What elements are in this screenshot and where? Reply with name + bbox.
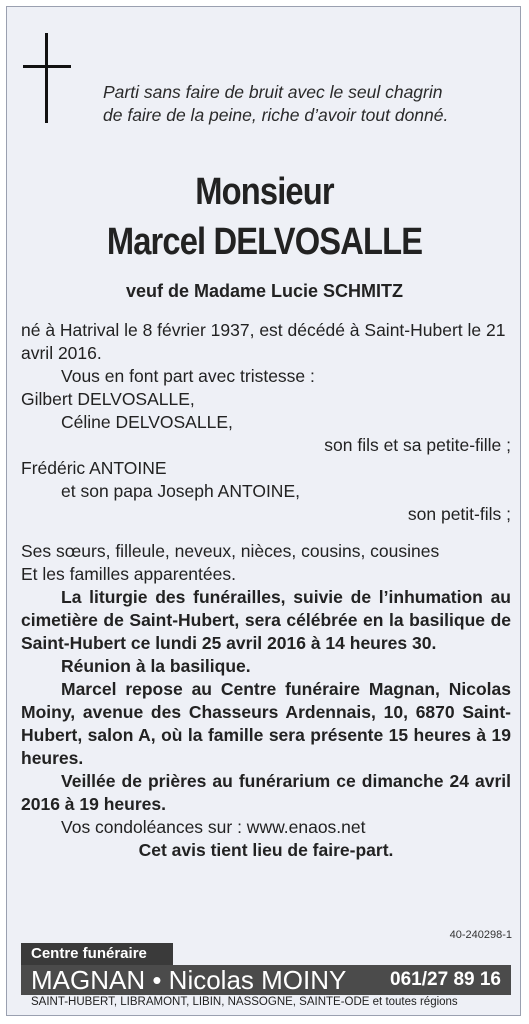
- widow-line: veuf de Madame Lucie SCHMITZ: [125, 281, 404, 301]
- families-line: Et les familles apparentées.: [21, 564, 236, 584]
- reference-number: 40-240298-1: [449, 929, 512, 941]
- funeral-home-banner: [21, 943, 511, 1009]
- funeral-home-name: MAGNAN • Nicolas MOINY: [31, 965, 347, 995]
- announce-line: Vous en font part avec tristesse :: [61, 366, 315, 386]
- meeting-info: Réunion à la basilique.: [61, 656, 251, 676]
- rest-info: Marcel repose au Centre funéraire Magnan, Nicolas Moiny, avenue des Chasseurs Ardennais, 10, 6870 Saint-Hubert, salon A, où la famille sera présente 15 heures à 19 heures.: [21, 679, 511, 768]
- funeral-home-main: [21, 965, 511, 995]
- vigil-info: Veillée de prières au funérarium ce dimanche 24 avril 2016 à 19 heures.: [21, 771, 511, 814]
- funeral-home-towns: SAINT-HUBERT, LIBRAMONT, LIBIN, NASSOGNE, SAINTE-ODE et toutes régions: [31, 996, 458, 1008]
- family-member: Gilbert DELVOSALLE,: [21, 389, 195, 409]
- family-relation: son petit-fils ;: [407, 504, 511, 524]
- relatives-line: Ses sœurs, filleule, neveux, nièces, cousins, cousines: [21, 541, 440, 561]
- liturgy-info: La liturgie des funérailles, suivie de l’inhumation au cimetière de Saint-Hubert, sera célébrée en la basilique de Saint-Hubert ce lundi 25 avril 2016 à 14 heures 30.: [21, 587, 511, 653]
- condolences-line: Vos condoléances sur : www.enaos.net: [61, 817, 366, 837]
- honorific: Monsieur: [195, 171, 334, 213]
- family-member: Céline DELVOSALLE,: [61, 412, 233, 432]
- family-relation: son fils et sa petite-fille ;: [324, 435, 511, 455]
- quote: [103, 81, 523, 127]
- deceased-name: Marcel DELVOSALLE: [106, 221, 423, 263]
- notice-line: Cet avis tient lieu de faire-part.: [138, 840, 394, 860]
- birth-death-info: né à Hatrival le 8 février 1937, est décédé à Saint-Hubert le 21 avril 2016.: [21, 320, 506, 363]
- quote-line-1: Parti sans faire de bruit avec le seul chagrin: [103, 82, 443, 102]
- quote-line-2: de faire de la peine, riche d’avoir tout donné.: [103, 105, 449, 125]
- notice-body: [21, 319, 511, 862]
- obituary-notice: [6, 6, 521, 1016]
- family-member: Frédéric ANTOINE: [21, 458, 167, 478]
- family-member: et son papa Joseph ANTOINE,: [61, 481, 300, 501]
- funeral-home-label: Centre funéraire: [21, 943, 173, 965]
- funeral-home-phone: 061/27 89 16: [390, 969, 501, 990]
